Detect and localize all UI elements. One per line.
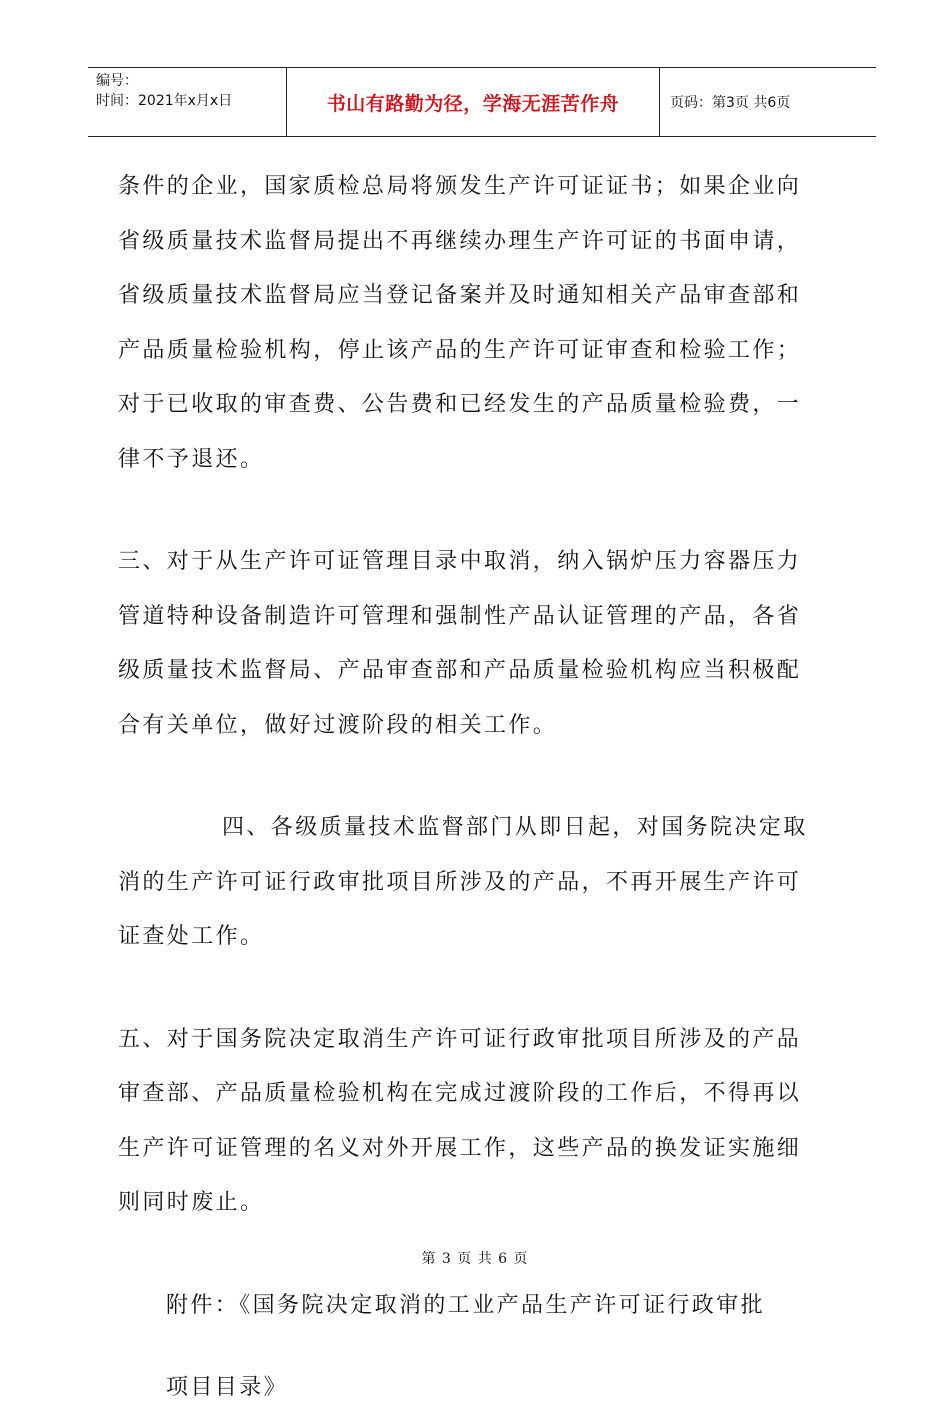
text-line: 级质量技术监督局、产品审查部和产品质量检验机构应当积极配	[118, 658, 802, 683]
text-line: 生产许可证管理的名义对外开展工作，这些产品的换发证实施细	[118, 1135, 802, 1161]
page-footer: 第 3 页 共 6 页	[421, 1251, 529, 1267]
text-line: 证查处工作。	[118, 924, 265, 949]
text-line: 四、各级质量技术监督部门从即日起，对国务院决定取	[222, 815, 808, 840]
text-line: 条件的企业，国家质检总局将颁发生产许可证证书；如果企业向	[118, 174, 802, 199]
text-line: 管道特种设备制造许可管理和强制性产品认证管理的产品，各省	[118, 603, 802, 629]
text-line: 省级质量技术监督局应当登记备案并及时通知相关产品审查部和	[118, 283, 802, 308]
paragraph-2	[118, 535, 850, 753]
text-line: 审查部、产品质量检验机构在完成过渡阶段的工作后，不得再以	[118, 1081, 802, 1106]
text-line: 五、对于国务院决定取消生产许可证行政审批项目所涉及的产品	[118, 1026, 802, 1052]
document-body	[118, 160, 850, 1416]
text-line: 则同时废止。	[118, 1190, 265, 1215]
text-line: 产品质量检验机构，停止该产品的生产许可证审查和检验工作；	[118, 337, 802, 363]
document-number: 编号：	[96, 73, 138, 89]
paragraph-4	[118, 1013, 850, 1231]
text-line: 消的生产许可证行政审批项目所涉及的产品，不再开展生产许可	[118, 869, 802, 895]
document-time: 时间：2021年x月x日	[96, 93, 233, 109]
text-line: 对于已收取的审查费、公告费和已经发生的产品质量检验费，一	[118, 392, 802, 417]
text-line: 三、对于从生产许可证管理目录中取消，纳入锅炉压力容器压力	[118, 549, 802, 574]
header-slogan: 书山有路勤为径，学海无涯苦作舟	[326, 92, 620, 115]
paragraph-1	[118, 160, 850, 487]
attachment	[118, 1279, 850, 1416]
header-slogan-cell	[287, 68, 660, 136]
attachment-line: 附件：《国务院决定取消的工业产品生产许可证行政审批	[166, 1292, 766, 1318]
header-page-info: 页码：第3页 共6页	[670, 95, 791, 111]
header-meta	[88, 68, 287, 136]
text-line: 律不予退还。	[118, 446, 265, 472]
paragraph-3	[118, 801, 850, 965]
text-line: 合有关单位，做好过渡阶段的相关工作。	[118, 712, 558, 738]
attachment-line: 项目目录》	[166, 1375, 289, 1400]
text-line: 省级质量技术监督局提出不再继续办理生产许可证的书面申请，	[118, 228, 802, 254]
header-page-cell	[660, 68, 876, 136]
page-header	[88, 67, 876, 137]
